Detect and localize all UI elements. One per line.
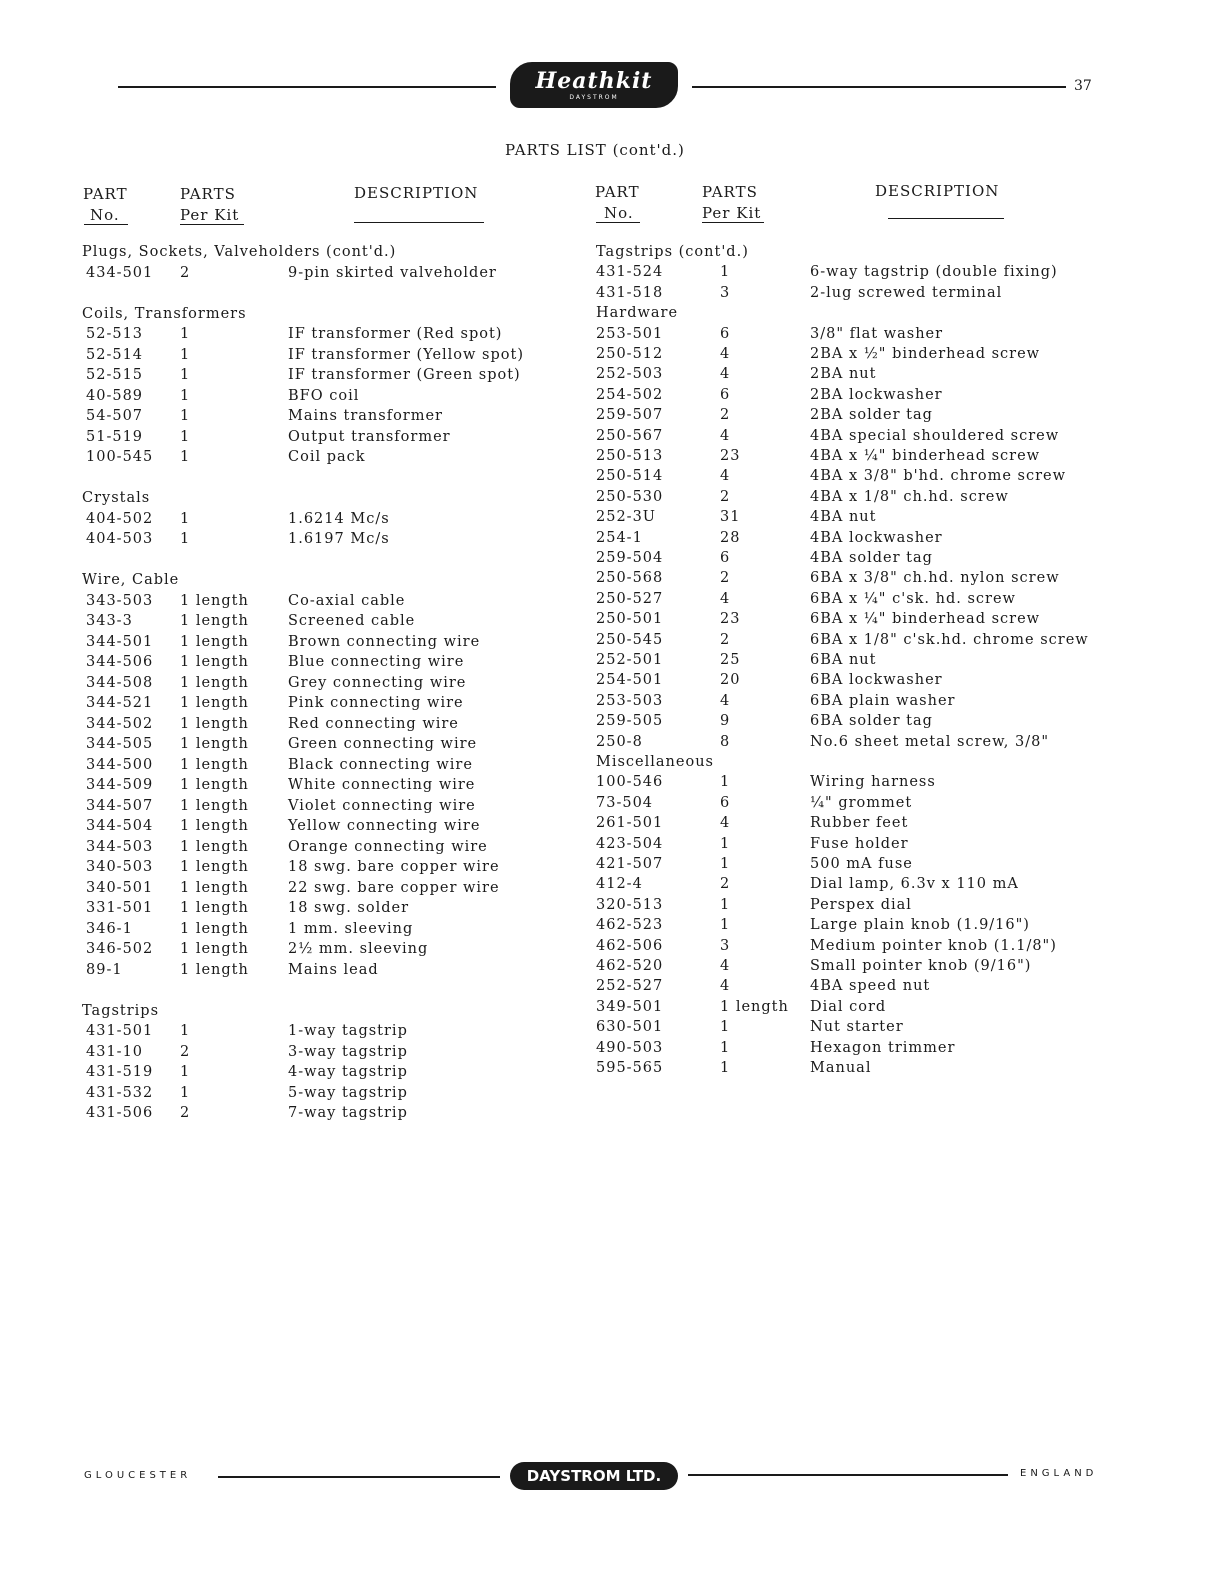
part-description: No.6 sheet metal screw, 3/8" [810,733,1050,750]
part-number: 254-501 [596,672,664,689]
part-description: 6BA x ¼" c'sk. hd. screw [810,590,1016,607]
parts-per-kit: 4 [720,978,731,995]
section-title: Coils, Transformers [82,305,247,322]
part-description: 7-way tagstrip [288,1105,408,1121]
part-number: 100-545 [86,449,154,465]
parts-row [0,448,1041,468]
footer-location-right: ENGLAND [1020,1468,1098,1479]
parts-per-kit: 1 length [180,961,249,978]
part-number: 250-513 [596,448,664,464]
part-number: 73-504 [596,794,654,811]
part-number: 259-504 [596,550,664,566]
page-number: 37 [1074,78,1092,94]
part-description: 3/8" flat washer [810,325,944,342]
part-number: 252-527 [596,978,664,995]
part-number: 51-519 [86,428,144,445]
parts-row [0,284,1003,305]
part-number: 630-501 [596,1019,664,1036]
left-header-part-no: No. [90,206,120,224]
parts-per-kit: 1 length [180,592,249,609]
part-description: 6BA lockwasher [810,672,943,689]
right-header-part: PART [595,183,640,201]
part-number: 343-503 [86,592,154,609]
header-rule-right [692,86,1066,88]
parts-row [0,386,943,407]
part-number: 344-507 [86,797,154,814]
part-number: 431-518 [596,284,664,301]
part-number: 250-527 [596,590,664,607]
part-number: 252-3U [596,509,657,526]
parts-per-kit: 4 [720,366,731,383]
part-description: Rubber feet [810,815,909,832]
part-number: 344-502 [86,715,154,732]
parts-per-kit: 9 [720,713,731,730]
part-description: IF transformer (Green spot) [288,367,521,383]
parts-per-kit: 1 [180,346,191,363]
section-title: Plugs, Sockets, Valveholders (cont'd.) [82,244,397,260]
part-description: 4BA x 1/8" ch.hd. screw [810,488,1009,505]
right-underline-per-kit [702,222,764,223]
right-header-part-no: No. [604,204,634,222]
part-description: 4BA x 3/8" b'hd. chrome screw [810,468,1067,485]
part-description: IF transformer (Red spot) [288,326,503,342]
part-description: Hexagon trimmer [810,1039,956,1056]
parts-per-kit: 2 [180,264,191,281]
parts-row [0,325,944,346]
part-number: 421-507 [596,856,664,872]
part-number: 52-513 [86,326,144,342]
parts-per-kit: 1 length [180,695,249,711]
part-number: 254-502 [596,386,664,403]
left-header-part: PART [83,185,128,203]
parts-per-kit: 1 length [180,879,249,896]
part-description: ¼" grommet [810,794,913,811]
parts-row [0,917,1030,937]
footer-location-left: GLOUCESTER [84,1470,192,1481]
parts-per-kit: 8 [720,733,731,750]
part-description: Orange connecting wire [288,838,488,855]
part-description: Wiring harness [810,774,936,791]
parts-per-kit: 2 [720,876,731,893]
header-rule-left [118,86,496,88]
parts-row [0,835,909,856]
part-number: 423-504 [596,835,664,852]
parts-per-kit: 4 [720,815,731,832]
part-description: 4BA speed nut [810,978,931,995]
part-description: 6BA nut [810,652,877,668]
right-header-parts: PARTS [702,183,758,201]
part-description: Mains transformer [288,408,443,424]
part-number: 252-501 [596,652,664,668]
parts-row [0,896,912,917]
part-number: 250-530 [596,488,664,505]
parts-row [0,407,933,427]
parts-per-kit: 1 [180,428,191,445]
parts-row [0,264,1058,284]
part-number: 253-503 [596,692,664,709]
part-number: 434-501 [86,264,154,281]
part-description: Violet connecting wire [288,797,476,814]
parts-row [0,692,956,713]
part-description: Fuse holder [810,835,909,852]
part-number: 253-501 [596,325,664,342]
part-description: Brown connecting wire [288,633,481,650]
footer-company-badge: DAYSTROM LTD. [510,1462,678,1490]
part-description: 4-way tagstrip [288,1064,408,1080]
parts-per-kit: 1 [720,774,731,791]
parts-per-kit: 2 [180,1105,191,1121]
left-underline-part-no [84,224,128,225]
parts-row [0,794,913,815]
parts-row [0,774,936,794]
parts-per-kit: 1 [720,917,731,934]
parts-per-kit: 1 [180,449,191,465]
part-description: Screened cable [288,613,416,629]
part-description: Perspex dial [810,896,912,913]
parts-row [0,672,943,692]
part-description: BFO coil [288,387,360,404]
part-description: 4BA x ¼" binderhead screw [810,448,1041,464]
part-number: 100-546 [596,774,664,791]
part-description: Mains lead [288,961,379,978]
parts-per-kit: 3 [720,937,731,954]
parts-per-kit: 1 length [180,756,249,773]
parts-per-kit: 1 length [180,633,249,650]
part-number: 250-514 [596,468,664,485]
part-description: 6BA x 1/8" c'sk.hd. chrome screw [810,631,1089,648]
parts-row [0,570,1060,590]
parts-per-kit: 1 [180,1084,191,1101]
logo-brand-text: Heathkit [535,68,653,94]
part-description: Medium pointer knob (1.1/8") [810,937,1057,954]
part-description: Green connecting wire [288,736,478,752]
part-number: 320-513 [596,896,664,913]
part-description: 2½ mm. sleeving [288,941,429,957]
part-description: 4BA nut [810,509,877,526]
part-number: 331-501 [86,900,154,916]
parts-per-kit: 2 [720,407,731,424]
part-description: 3-way tagstrip [288,1043,408,1060]
part-description: 6-way tagstrip (double fixing) [810,264,1058,281]
part-description: Small pointer knob (9/16") [810,958,1032,974]
parts-per-kit: 2 [720,488,731,505]
part-number: 261-501 [596,815,664,832]
part-number: 250-501 [596,611,664,628]
part-description: 9-pin skirted valveholder [288,264,497,281]
parts-per-kit: 28 [720,529,741,546]
part-number: 344-509 [86,777,154,793]
parts-row [0,1019,904,1039]
parts-row [0,346,1041,366]
part-description: 2BA solder tag [810,407,933,424]
part-number: 54-507 [86,408,144,424]
section-title: Tagstrips [82,1002,160,1019]
parts-row [0,509,877,529]
right-underline-description [888,218,1004,219]
parts-per-kit: 4 [720,958,731,974]
part-description: Yellow connecting wire [288,818,481,834]
part-number: 431-506 [86,1105,154,1121]
part-number: 490-503 [596,1039,664,1056]
part-number: 349-501 [596,998,664,1015]
part-description: 2BA nut [810,366,877,383]
parts-per-kit: 6 [720,386,731,403]
parts-row [0,856,913,876]
parts-per-kit: 23 [720,611,741,628]
part-number: 344-521 [86,695,154,711]
parts-per-kit: 4 [720,346,731,362]
part-description: IF transformer (Yellow spot) [288,346,524,363]
parts-per-kit: 31 [720,509,741,526]
part-number: 40-589 [86,387,144,404]
part-number: 259-507 [596,407,664,424]
part-number: 346-502 [86,941,154,957]
part-number: 344-501 [86,633,154,650]
right-header-per-kit: Per Kit [702,204,762,222]
part-description: 4BA solder tag [810,550,933,566]
part-description: 1.6197 Mc/s [288,531,390,547]
part-number: 52-514 [86,346,144,363]
parts-row [0,1085,600,1105]
part-description: 22 swg. bare copper wire [288,879,500,896]
parts-row [0,815,909,835]
parts-per-kit: 23 [720,448,741,464]
part-description: Large plain knob (1.9/16") [810,917,1030,934]
part-description: 500 mA fuse [810,856,913,872]
parts-row [0,631,1089,652]
left-header-parts: PARTS [180,185,236,203]
part-description: Pink connecting wire [288,695,464,711]
parts-per-kit: 1 length [180,941,249,957]
left-header-per-kit: Per Kit [180,206,240,224]
section-title: Crystals [82,490,151,506]
part-number: 344-500 [86,756,154,773]
part-description: 2BA lockwasher [810,386,943,403]
parts-per-kit: 1 length [180,900,249,916]
parts-per-kit: 1 [180,531,191,547]
parts-per-kit: 1 [180,510,191,527]
parts-row [0,713,933,733]
part-description: Red connecting wire [288,715,459,732]
parts-per-kit: 3 [720,284,731,301]
part-description: 18 swg. solder [288,900,410,916]
part-number: 412-4 [596,876,643,893]
part-description: 1-way tagstrip [288,1023,408,1039]
parts-per-kit: 1 [180,408,191,424]
left-underline-description [354,222,484,223]
parts-row [0,550,933,570]
part-description: 1.6214 Mc/s [288,510,390,527]
parts-per-kit: 1 length [180,613,249,629]
part-description: 1 mm. sleeving [288,920,414,937]
parts-per-kit: 1 [720,835,731,852]
parts-row [0,1060,872,1080]
part-number: 252-503 [596,366,664,383]
parts-row [0,366,877,386]
footer-rule-left [218,1476,500,1478]
parts-row [0,1105,600,1125]
part-description: 6BA x ¼" binderhead screw [810,611,1041,628]
part-number: 250-545 [596,631,664,648]
parts-row [0,733,1050,754]
parts-per-kit: 1 length [180,736,249,752]
part-number: 250-568 [596,570,664,587]
part-number: 259-505 [596,713,664,730]
part-number: 431-524 [596,264,664,281]
part-number: 340-503 [86,859,154,875]
parts-row [0,488,1009,509]
part-number: 404-502 [86,510,154,527]
parts-per-kit: 2 [180,1043,191,1060]
parts-row [0,998,887,1019]
parts-per-kit: 1 length [180,920,249,937]
page-title: PARTS LIST (cont'd.) [505,141,685,159]
parts-per-kit: 1 length [180,715,249,732]
parts-row [0,590,1016,611]
parts-per-kit: 4 [720,468,731,485]
parts-per-kit: 1 length [180,674,249,691]
parts-per-kit: 1 [720,896,731,913]
parts-per-kit: 20 [720,672,741,689]
part-number: 346-1 [86,920,133,937]
left-underline-per-kit [180,224,244,225]
parts-per-kit: 1 [180,367,191,383]
part-description: 2BA x ½" binderhead screw [810,346,1041,362]
part-description: Coil pack [288,449,366,465]
parts-row [0,978,931,998]
part-number: 344-506 [86,654,154,670]
parts-per-kit: 1 length [720,998,789,1015]
part-description: 2-lug screwed terminal [810,284,1003,301]
parts-per-kit: 1 [720,1060,731,1076]
parts-per-kit: 1 [180,326,191,342]
part-description: 6BA plain washer [810,692,956,709]
part-number: 431-519 [86,1064,154,1080]
part-number: 250-8 [596,733,643,750]
part-number: 344-505 [86,736,154,752]
logo-sub-text: DAYSTROM [569,94,619,101]
parts-row [0,529,943,550]
parts-per-kit: 1 length [180,654,249,670]
part-description: Co-axial cable [288,592,406,609]
left-header-description: DESCRIPTION [354,184,479,202]
part-number: 343-3 [86,613,133,629]
parts-per-kit: 1 [720,1019,731,1036]
part-number: 250-567 [596,427,664,444]
parts-per-kit: 1 [720,856,731,872]
parts-row [0,427,1060,448]
part-number: 431-10 [86,1043,144,1060]
part-number: 404-503 [86,531,154,547]
part-description: Blue connecting wire [288,654,465,670]
parts-per-kit: 1 length [180,797,249,814]
part-number: 344-503 [86,838,154,855]
part-description: Dial lamp, 6.3v x 110 mA [810,876,1019,893]
part-description: 6BA x 3/8" ch.hd. nylon screw [810,570,1060,587]
part-number: 340-501 [86,879,154,896]
parts-row [0,958,1032,978]
parts-per-kit: 1 [720,1039,731,1056]
part-number: 431-501 [86,1023,154,1039]
right-underline-part-no [596,222,640,223]
parts-per-kit: 1 length [180,777,249,793]
parts-per-kit: 2 [720,631,731,648]
part-description: Output transformer [288,428,451,445]
parts-per-kit: 2 [720,570,731,587]
parts-per-kit: 1 [180,387,191,404]
parts-per-kit: 6 [720,325,731,342]
parts-row [0,652,877,672]
part-number: 462-506 [596,937,664,954]
parts-per-kit: 1 [720,264,731,281]
parts-per-kit: 4 [720,590,731,607]
part-description: 5-way tagstrip [288,1084,408,1101]
part-number: 431-532 [86,1084,154,1101]
part-description: Grey connecting wire [288,674,467,691]
part-number: 462-520 [596,958,664,974]
part-description: 4BA special shouldered screw [810,427,1060,444]
parts-per-kit: 4 [720,427,731,444]
right-header-description: DESCRIPTION [875,182,1000,200]
parts-per-kit: 1 [180,1023,191,1039]
parts-row [0,1039,956,1060]
section-title: Wire, Cable [82,572,180,588]
part-number: 344-504 [86,818,154,834]
part-description: White connecting wire [288,777,476,793]
parts-row [0,611,1041,631]
part-description: Black connecting wire [288,756,473,773]
part-number: 462-523 [596,917,664,934]
part-number: 52-515 [86,367,144,383]
parts-row [0,937,1057,958]
part-description: Dial cord [810,998,887,1015]
parts-per-kit: 1 length [180,838,249,855]
part-description: Nut starter [810,1019,904,1036]
parts-per-kit: 25 [720,652,741,668]
section-title: Miscellaneous [596,754,714,770]
parts-per-kit: 4 [720,692,731,709]
parts-row [0,468,1067,488]
parts-per-kit: 1 length [180,859,249,875]
part-number: 89-1 [86,961,123,978]
heathkit-logo [510,62,678,108]
parts-per-kit: 6 [720,794,731,811]
part-description: Manual [810,1060,872,1076]
section-title: Hardware [596,305,679,322]
parts-row [0,876,1019,896]
parts-per-kit: 1 length [180,818,249,834]
parts-per-kit: 1 [180,1064,191,1080]
part-description: 6BA solder tag [810,713,933,730]
section-title: Tagstrips (cont'd.) [596,244,749,260]
part-number: 254-1 [596,529,643,546]
parts-per-kit: 6 [720,550,731,566]
part-number: 344-508 [86,674,154,691]
part-number: 595-565 [596,1060,664,1076]
part-number: 250-512 [596,346,664,362]
part-description: 18 swg. bare copper wire [288,859,500,875]
footer-rule-right [688,1474,1008,1476]
part-description: 4BA lockwasher [810,529,943,546]
